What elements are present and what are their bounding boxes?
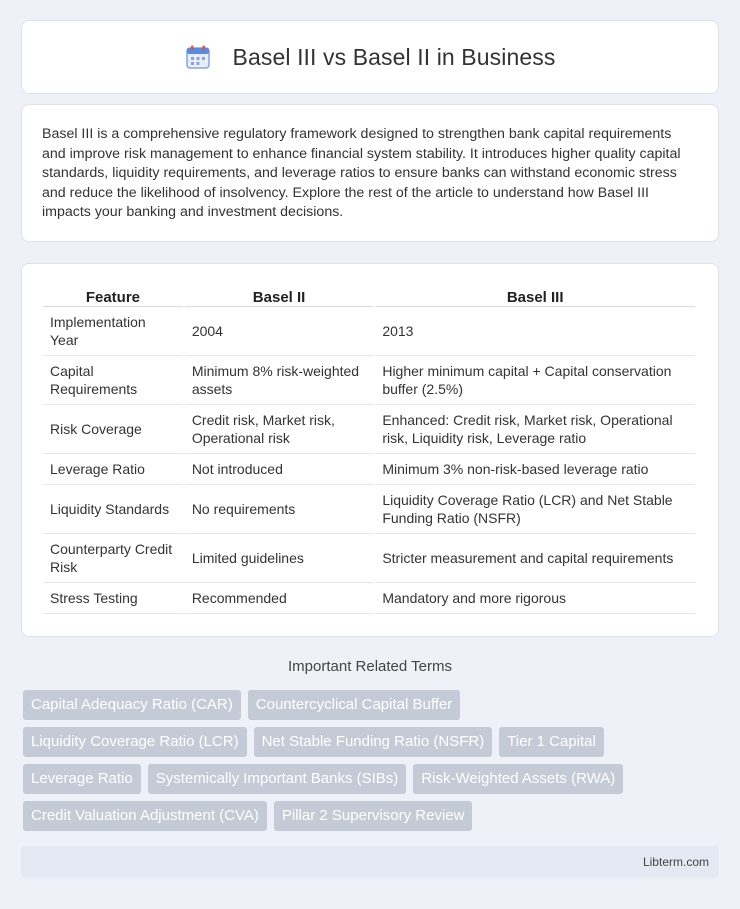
page-title: Basel III vs Basel II in Business bbox=[232, 43, 556, 70]
tag-row bbox=[23, 690, 723, 720]
basel-iii-cell: Liquidity Coverage Ratio (LCR) and Net Stable Funding Ratio (NSFR) bbox=[375, 485, 695, 534]
intro-card bbox=[21, 104, 719, 242]
footer-brand-link[interactable]: Libterm.com bbox=[642, 855, 709, 869]
table-row bbox=[43, 356, 695, 405]
basel-iii-cell: Stricter measurement and capital requirements bbox=[375, 534, 695, 583]
table-row bbox=[43, 307, 695, 356]
basel-ii-cell: Credit risk, Market risk, Operational risk bbox=[185, 405, 374, 454]
feature-cell: Capital Requirements bbox=[43, 356, 183, 405]
related-term-tag[interactable]: Leverage Ratio bbox=[23, 764, 141, 794]
comparison-table bbox=[41, 284, 697, 614]
related-term-tag[interactable]: Net Stable Funding Ratio (NSFR) bbox=[254, 727, 493, 757]
tag-row bbox=[23, 727, 723, 757]
related-terms-title: Important Related Terms bbox=[288, 658, 452, 675]
feature-cell: Risk Coverage bbox=[43, 405, 183, 454]
feature-cell: Counterparty Credit Risk bbox=[43, 534, 183, 583]
basel-iii-cell: Higher minimum capital + Capital conservation buffer (2.5%) bbox=[375, 356, 695, 405]
table-row bbox=[43, 454, 695, 485]
basel-iii-cell: Enhanced: Credit risk, Market risk, Operational risk, Liquidity risk, Leverage ratio bbox=[375, 405, 695, 454]
related-terms-list bbox=[23, 690, 723, 838]
feature-cell: Liquidity Standards bbox=[43, 485, 183, 534]
tag-row bbox=[23, 801, 723, 831]
basel-iii-cell: Mandatory and more rigorous bbox=[375, 583, 695, 614]
table-row bbox=[43, 405, 695, 454]
intro-text: Basel III is a comprehensive regulatory framework designed to strengthen bank capital requirements and improve risk management to enhance financial system stability. It introduces higher quality capital standards, liquidity requirements, and leverage ratios to ensure banks can withstand economic stress and reduce the likelihood of insolvency. Explore the rest of the article to understand how Basel III impacts your banking and investment decisions. bbox=[42, 126, 681, 221]
related-term-tag[interactable]: Capital Adequacy Ratio (CAR) bbox=[23, 690, 241, 720]
calendar-icon bbox=[185, 44, 211, 70]
header-card bbox=[21, 20, 719, 94]
basel-ii-cell: Not introduced bbox=[185, 454, 374, 485]
header-basel-ii: Basel II bbox=[185, 284, 374, 307]
footer bbox=[21, 846, 719, 878]
table-row bbox=[43, 534, 695, 583]
feature-cell: Implementation Year bbox=[43, 307, 183, 356]
basel-iii-cell: Minimum 3% non-risk-based leverage ratio bbox=[375, 454, 695, 485]
header-basel-iii: Basel III bbox=[375, 284, 695, 307]
header-feature: Feature bbox=[43, 284, 183, 307]
basel-ii-cell: Recommended bbox=[185, 583, 374, 614]
comparison-card bbox=[21, 263, 719, 637]
related-term-tag[interactable]: Liquidity Coverage Ratio (LCR) bbox=[23, 727, 247, 757]
basel-ii-cell: Minimum 8% risk-weighted assets bbox=[185, 356, 374, 405]
table-row bbox=[43, 583, 695, 614]
table-header-row bbox=[43, 284, 695, 307]
feature-cell: Stress Testing bbox=[43, 583, 183, 614]
related-term-tag[interactable]: Systemically Important Banks (SIBs) bbox=[148, 764, 407, 794]
related-term-tag[interactable]: Risk-Weighted Assets (RWA) bbox=[413, 764, 623, 794]
tag-row bbox=[23, 764, 723, 794]
feature-cell: Leverage Ratio bbox=[43, 454, 183, 485]
basel-iii-cell: 2013 bbox=[375, 307, 695, 356]
basel-ii-cell: 2004 bbox=[185, 307, 374, 356]
table-row bbox=[43, 485, 695, 534]
related-term-tag[interactable]: Countercyclical Capital Buffer bbox=[248, 690, 460, 720]
related-term-tag[interactable]: Credit Valuation Adjustment (CVA) bbox=[23, 801, 267, 831]
related-term-tag[interactable]: Tier 1 Capital bbox=[499, 727, 604, 757]
related-term-tag[interactable]: Pillar 2 Supervisory Review bbox=[274, 801, 473, 831]
basel-ii-cell: No requirements bbox=[185, 485, 374, 534]
basel-ii-cell: Limited guidelines bbox=[185, 534, 374, 583]
